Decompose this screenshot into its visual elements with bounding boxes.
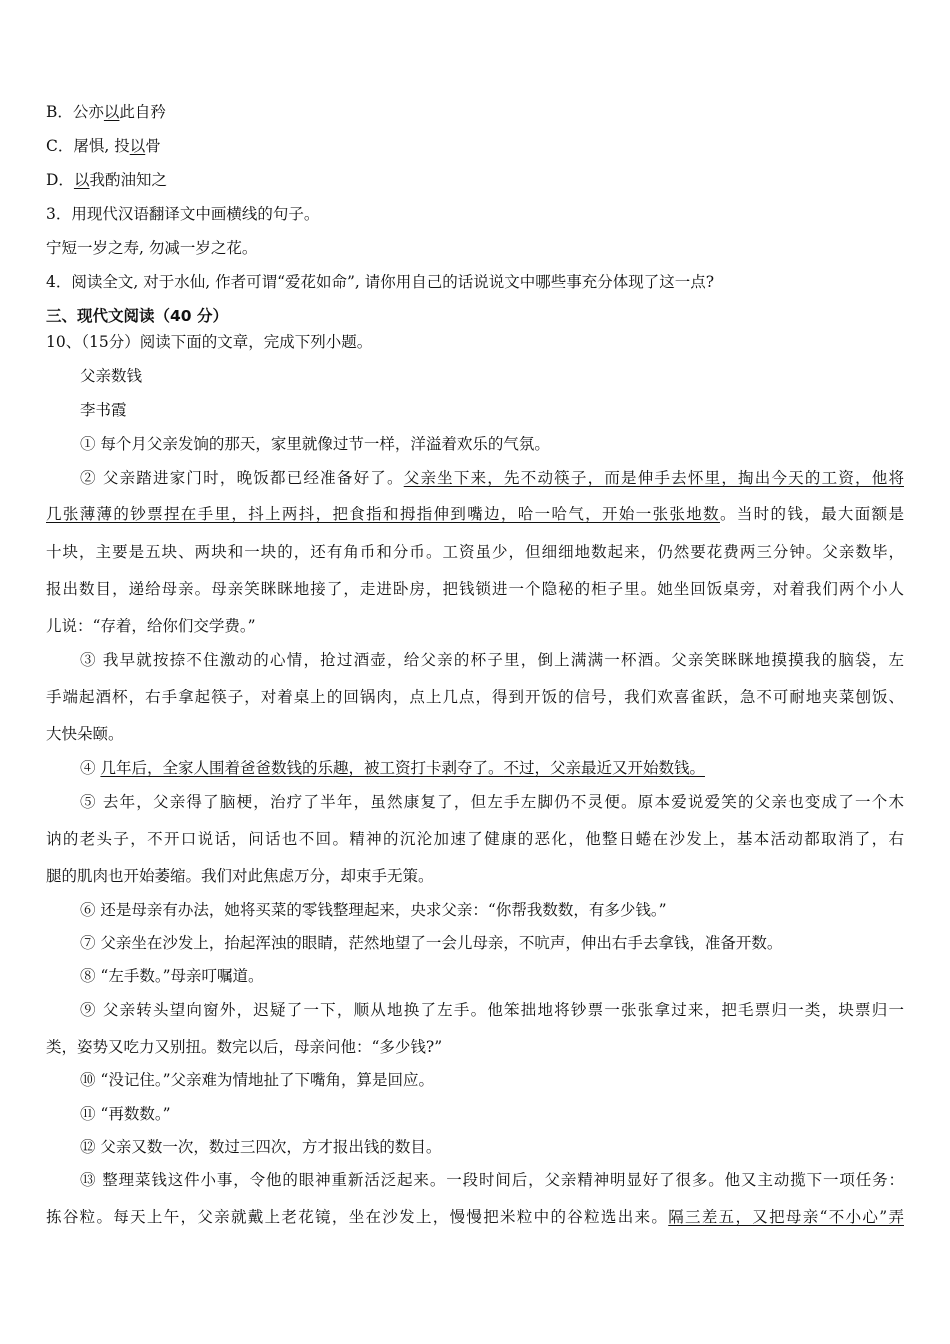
paragraph-3-line-1 [80, 648, 904, 670]
paragraph-2-line-3 [46, 540, 904, 562]
text: 十块，主要是五块、两块和一块的，还有角币和分币。工资虽少，但细细地数起来，仍然要花费两三分钟。父亲数毕， [46, 543, 904, 561]
underlined-sentence: 隔三差五，又把母亲“不小心”弄 [668, 1208, 904, 1226]
paragraph-5-line-3: 腿的肌肉也开始萎缩。我们对此焦虑万分，却束手无策。 [46, 867, 434, 885]
text: 报出数目，递给母亲。母亲笑眯眯地接了，走进卧房，把钱锁进一个隐秘的柜子里。她坐回饭桌旁，对着我们两个小人 [46, 580, 904, 598]
option-label: B． [46, 103, 73, 121]
paragraph-9-line-1 [80, 998, 904, 1020]
underlined-word: 以 [129, 137, 146, 155]
option-c [46, 134, 161, 156]
paragraph-13-line-1 [80, 1168, 904, 1190]
option-b [46, 100, 166, 122]
question-4: 4．阅读全文, 对于水仙, 作者可谓“爱花如命”, 请你用自己的话说说文中哪些事充分体现了这一点? [46, 273, 715, 291]
option-text: 屠惧, 投 [73, 137, 130, 155]
paragraph-1: ① 每个月父亲发饷的那天，家里就像过节一样，洋溢着欢乐的气氛。 [80, 435, 550, 453]
question-3-sentence: 宁短一岁之寿, 勿减一岁之花。 [46, 239, 258, 257]
question-3: 3．用现代汉语翻译文中画横线的句子。 [46, 205, 320, 223]
paragraph-7: ⑦ 父亲坐在沙发上，抬起浑浊的眼睛，茫然地望了一会儿母亲，不吭声，伸出右手去拿钱，准备开数。 [80, 934, 783, 952]
option-label: D． [46, 171, 74, 189]
text: ⑤ 去年，父亲得了脑梗，治疗了半年，虽然康复了，但左手左脚仍不灵便。原本爱说爱笑的父亲也变成了一个木 [80, 793, 904, 811]
underlined-sentence: 不过，父亲最近又开始数钱。 [503, 759, 705, 777]
paragraph-2-line-5: 儿说：“存着，给你们交学费。” [46, 617, 256, 635]
option-text: 我酌油知之 [89, 171, 167, 189]
underlined-sentence: 几张薄薄的钞票捏在手里，抖上两抖，把食指和拇指伸到嘴边，哈一哈气，开始一张张地数 [46, 505, 720, 523]
option-text: 此自矜 [119, 103, 166, 121]
paragraph-9-line-2: 类，姿势又吃力又别扭。数完以后，母亲问他：“多少钱?” [46, 1038, 443, 1056]
underlined-word: 以 [103, 103, 120, 121]
text: ② 父亲踏进家门时，晚饭都已经准备好了。 [80, 469, 404, 487]
paragraph-3-line-2 [46, 685, 904, 707]
article-title: 父亲数钱 [80, 367, 143, 385]
underlined-word: 以 [73, 171, 90, 189]
text: ③ 我早就按捺不住激动的心情，抢过酒壶，给父亲的杯子里，倒上满满一杯酒。父亲笑眯眯地摸摸我的脑袋，左 [80, 651, 904, 669]
paragraph-2-line-2 [46, 502, 904, 524]
option-label: C． [46, 137, 74, 155]
option-d [46, 168, 167, 190]
paragraph-3-line-3: 大快朵颐。 [46, 725, 124, 743]
paragraph-8: ⑧ “左手数。”母亲叮嘱道。 [80, 967, 264, 985]
underlined-sentence: 父亲坐下来，先不动筷子，而是伸手去怀里，掏出今天的工资，他将 [403, 469, 904, 487]
text: 讷的老头子，不开口说话，问话也不回。精神的沉沦加速了健康的恶化，他整日蜷在沙发上，基本活动都取消了，右 [46, 830, 904, 848]
paragraph-12: ⑫ 父亲又数一次，数过三四次，方才报出钱的数目。 [80, 1138, 442, 1156]
paragraph-11: ⑪ “再数数。” [80, 1105, 171, 1123]
text: 手端起酒杯，右手拿起筷子，对着桌上的回锅肉，点上几点，得到开饭的信号，我们欢喜雀跃，急不可耐地夹菜刨饭、 [46, 688, 904, 706]
paragraph-2-line-1 [80, 466, 904, 488]
text: ⑨ 父亲转头望向窗外，迟疑了一下，顺从地换了左手。他笨拙地将钞票一张张拿过来，把毛票归一类，块票归一 [80, 1001, 904, 1019]
question-10-intro: 10、（15分）阅读下面的文章，完成下列小题。 [46, 333, 373, 351]
paragraph-5-line-2 [46, 827, 904, 849]
text: 。当时的钱，最大面额是 [719, 505, 904, 523]
paragraph-6: ⑥ 还是母亲有办法，她将买菜的零钱整理起来，央求父亲：“你帮我数数，有多少钱。” [80, 901, 667, 919]
paragraph-13-line-2 [46, 1205, 904, 1227]
underlined-sentence: 几年后，全家人围着爸爸数钱的乐趣，被工资打卡剥夺了。 [100, 759, 504, 777]
paragraph-2-line-4 [46, 577, 904, 599]
paragraph-5-line-1 [80, 790, 904, 812]
paragraph-4 [80, 756, 705, 778]
text: ⑬ 整理菜钱这件小事，令他的眼神重新活泛起来。一段时间后，父亲精神明显好了很多。他又主动揽下一项任务： [80, 1171, 904, 1189]
article-author: 李书霞 [80, 401, 127, 419]
option-text: 公亦 [72, 103, 104, 121]
paragraph-number: ④ [80, 759, 101, 777]
paragraph-10: ⑩ “没记住。”父亲难为情地扯了下嘴角，算是回应。 [80, 1071, 435, 1089]
section-heading: 三、现代文阅读（40 分） [46, 307, 228, 325]
option-text: 骨 [145, 137, 161, 155]
text: 拣谷粒。每天上午，父亲就戴上老花镜，坐在沙发上，慢慢把米粒中的谷粒选出来。 [46, 1208, 669, 1226]
